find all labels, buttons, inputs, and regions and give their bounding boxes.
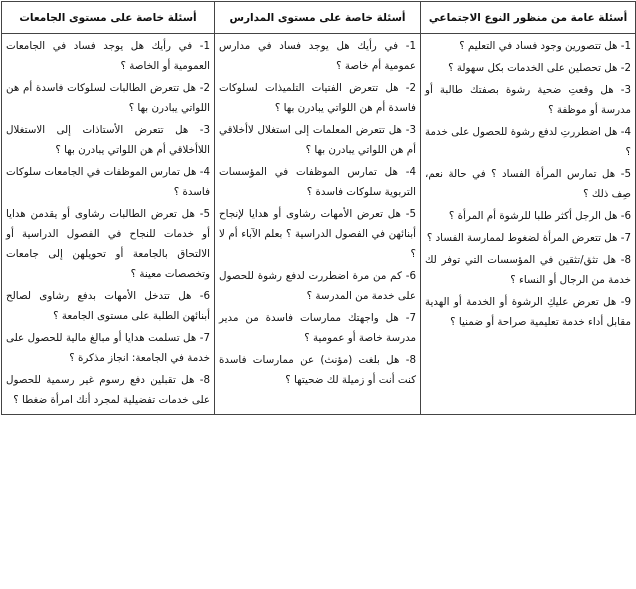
question-item: 3- هل تتعرض الأستاذات إلى الاستغلال اللاأخلاقي أم هن اللواتي يبادرن بها ؟ — [6, 124, 210, 156]
question-item: 2- هل تتعرض الفتيات التلميذات لسلوكات فاسدة أم هن اللواتي يبادرن بها ؟ — [219, 82, 416, 114]
question-item: 1- هل تتصورين وجود فساد في التعليم ؟ — [459, 40, 631, 52]
question-item: 4- هل اضطررتِ لدفع رشوة للحصول على خدمة ؟ — [425, 126, 631, 158]
question-item: 6- هل الرجل أكثر طلبا للرشوة أم المرأة ؟ — [448, 210, 631, 222]
question-item: 7- هل واجهتك ممارسات فاسدة من مدير مدرسة خاصة أو عمومية ؟ — [219, 312, 416, 344]
general-questions-cell — [421, 34, 636, 415]
questions-row — [2, 34, 636, 415]
column-header-general: أسئلة عامة من منظور النوع الاجتماعي — [421, 2, 636, 34]
question-item: 8- هل تثق/تثقين في المؤسسات التي توفر لك خدمة من الرجال أو النساء ؟ — [425, 254, 631, 286]
question-item: 6- كم من مرة اضطررت لدفع رشوة للحصول على خدمة من المدرسة ؟ — [219, 270, 416, 302]
header-row — [2, 2, 636, 34]
question-item: 7- هل تتعرض المرأة لضغوط لممارسة الفساد ؟ — [426, 232, 631, 244]
column-header-schools: أسئلة خاصة على مستوى المدارس — [215, 2, 421, 34]
question-item: 2- هل تتعرض الطالبات لسلوكات فاسدة أم هن اللواتي يبادرن بها ؟ — [6, 82, 210, 114]
question-item: 4- هل تمارس الموظفات في المؤسسات التربوية سلوكات فاسدة ؟ — [219, 166, 416, 198]
question-item: 5- هل تعرض الأمهات رشاوى أو هدايا لإنجاح أبنائهن في الفصول الدراسية ؟ بعلم الآباء أم لا ؟ — [219, 208, 416, 260]
university-questions-cell — [2, 34, 215, 415]
questions-table — [1, 1, 636, 415]
question-item: 3- هل تتعرض المعلمات إلى استغلال لاأخلاقي أم هن اللواتي يبادرن بها ؟ — [219, 124, 416, 156]
column-header-universities: أسئلة خاصة على مستوى الجامعات — [2, 2, 215, 34]
question-item: 3- هل وقعتِ ضحية رشوة بصفتك طالبة أو مدرسة أو موظفة ؟ — [425, 84, 631, 116]
question-item: 7- هل تسلمت هدايا أو مبالغ مالية للحصول على خدمة في الجامعة: انجاز مذكرة ؟ — [6, 332, 210, 364]
question-item: 1- في رأيك هل يوجد فساد في مدارس عمومية أم خاصة ؟ — [219, 40, 416, 72]
question-item: 9- هل تعرض عليكِ الرشوة أو الخدمة أو الهدية مقابل أداء خدمة تعليمية صراحة أو ضمنيا ؟ — [425, 296, 631, 328]
question-item: 4- هل تمارس الموظفات في الجامعات سلوكات فاسدة ؟ — [6, 166, 210, 198]
question-item: 5- هل تمارس المرأة الفساد ؟ في حالة نعم، صِف ذلك ؟ — [425, 168, 631, 200]
question-item: 2- هل تحصلين على الخدمات بكل سهولة ؟ — [448, 62, 631, 74]
question-item: 8- هل تقبلين دفع رسوم غير رسمية للحصول على خدمات تفضيلية لمجرد أنك امرأة ضغطا ؟ — [6, 374, 210, 406]
school-questions-cell — [215, 34, 421, 415]
question-item: 6- هل تتدخل الأمهات بدفع رشاوى لصالح أبنائهن الطلبة على مستوى الجامعة ؟ — [6, 290, 210, 322]
question-item: 8- هل بلغت (مؤنث) عن ممارسات فاسدة كنت أنت أو زميلة لك ضحيتها ؟ — [219, 354, 416, 386]
question-item: 5- هل تعرض الطالبات رشاوى أو يقدمن هدايا أو خدمات للنجاح في الفصول الدراسية أو الالتحاق بالجامعة أو تحويلهن إلى جامعات وتخصصات معينة ؟ — [6, 208, 210, 280]
question-item: 1- في رأيك هل يوجد فساد في الجامعات العمومية أو الخاصة ؟ — [6, 40, 210, 72]
